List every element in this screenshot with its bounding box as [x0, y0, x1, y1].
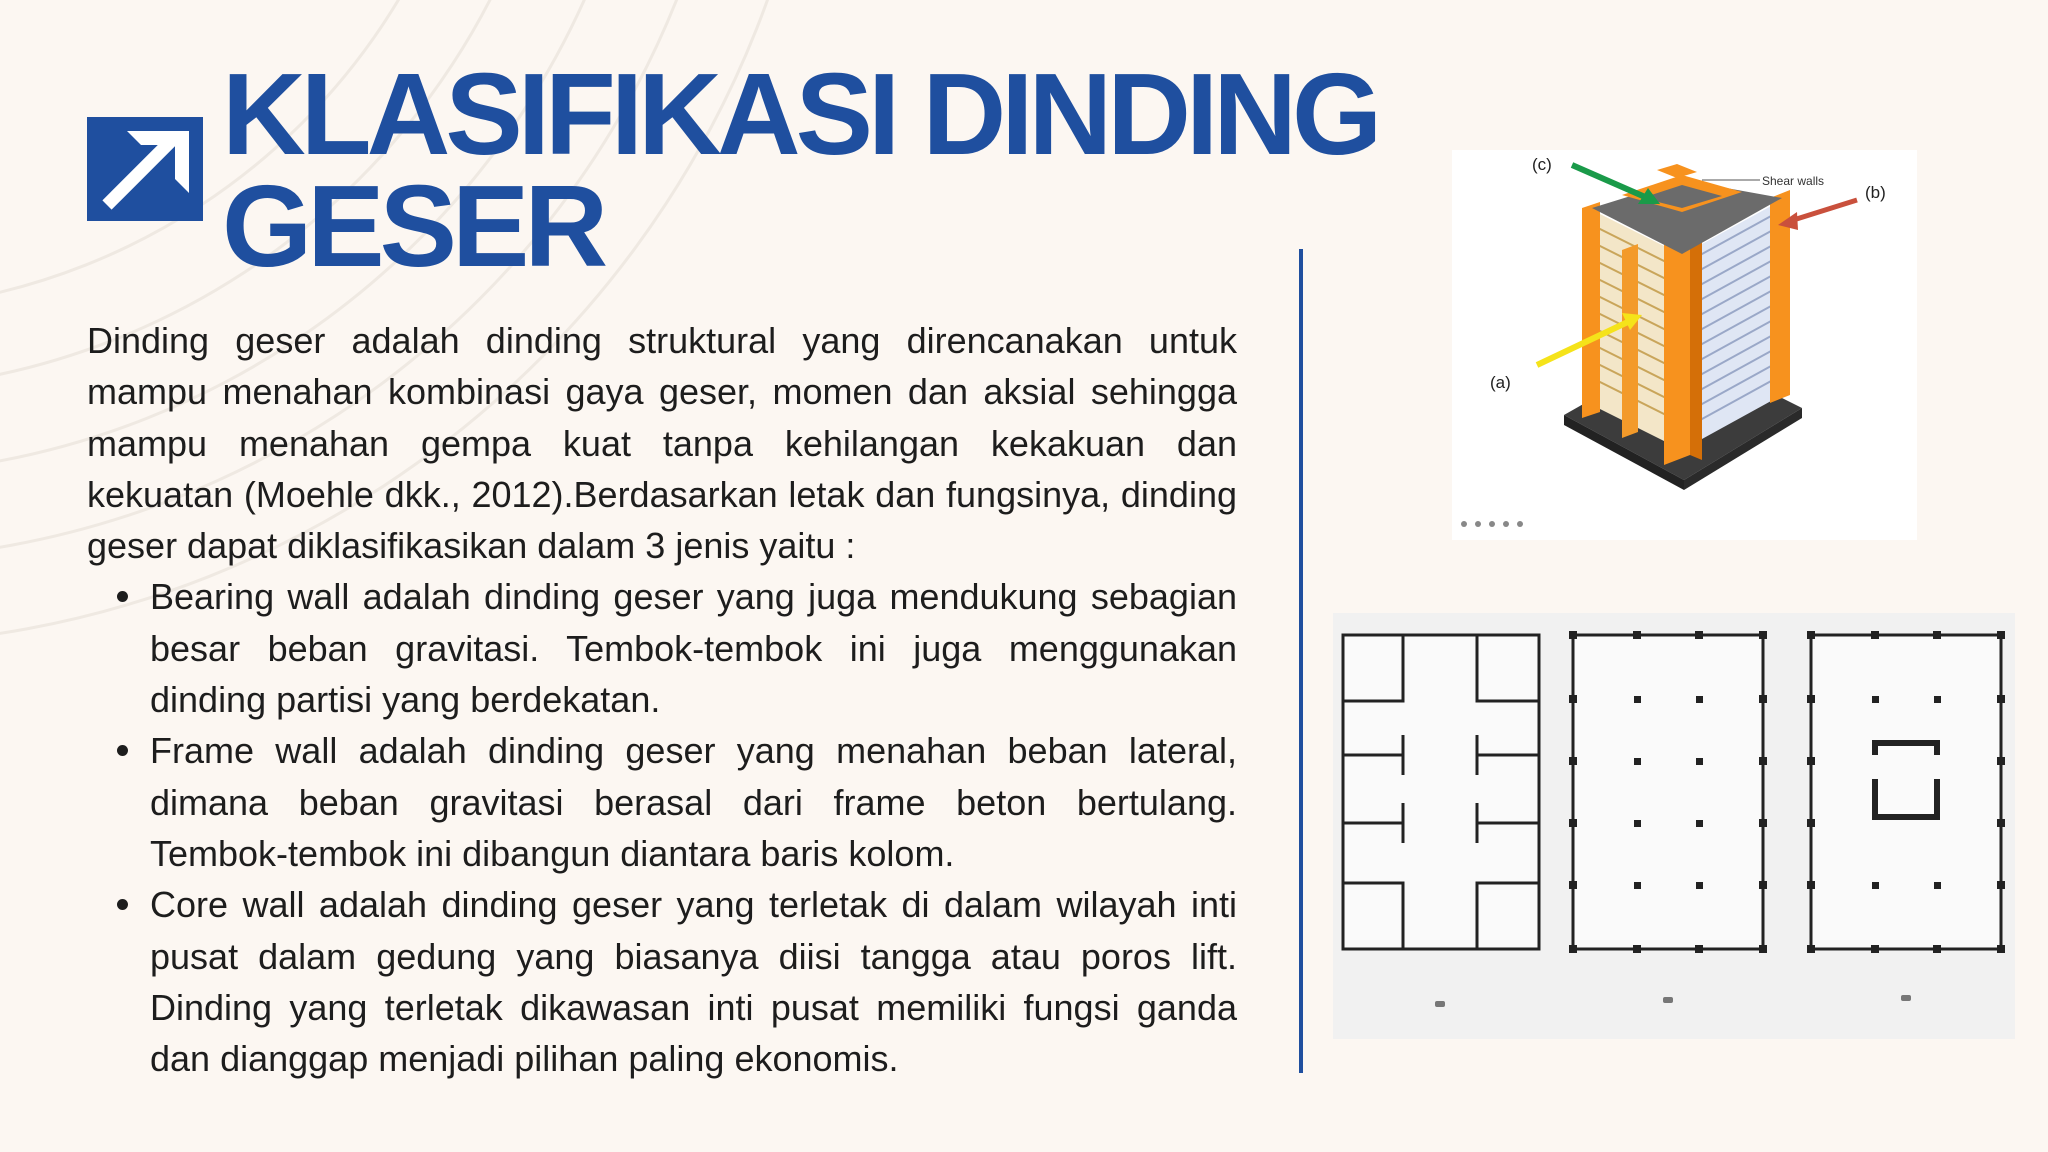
list-item-text: Core wall adalah dinding geser yang terletak di dalam wilayah inti pusat dalam gedung yang biasanya diisi tangga atau poros lift. Dinding yang terletak dikawasan inti pusat memiliki fungsi ganda dan dianggap menjadi pilihan paling ekonomis. [150, 884, 1237, 1080]
vertical-divider [1299, 249, 1303, 1073]
bullet-dot [117, 591, 128, 602]
bullet-dot [117, 899, 128, 910]
list-item-text: Frame wall adalah dinding geser yang menahan beban lateral, dimana beban gravitasi berasal dari frame beton bertulang. Tembok-tembok ini dibangun diantara baris kolom. [150, 730, 1237, 874]
label-c: (c) [1532, 155, 1552, 174]
floor-plan-figure [1333, 613, 2015, 1039]
building-shear-wall-figure [1452, 150, 1917, 540]
title-line-1: KLASIFIKASI DINDING [222, 49, 1378, 179]
list-item [150, 571, 1237, 725]
shear-wall-center [1664, 230, 1690, 465]
label-b: (b) [1865, 183, 1886, 202]
title-line-2: GESER [222, 161, 604, 291]
shear-wall-left [1582, 202, 1600, 418]
plan-bearing-wall [1343, 635, 1539, 949]
label-shear-walls: Shear walls [1762, 174, 1825, 188]
body-text [87, 315, 1237, 1084]
label-a: (a) [1490, 373, 1511, 392]
plan-frame-wall [1569, 631, 1767, 953]
arrow-up-right-icon [87, 117, 203, 221]
plan-core-wall [1807, 631, 2005, 953]
list-item [150, 879, 1237, 1084]
bullet-list [87, 571, 1237, 1084]
list-item [150, 725, 1237, 879]
list-item-text: Bearing wall adalah dinding geser yang juga mendukung sebagian besar beban gravitasi. Tembok-tembok ini juga menggunakan dinding partisi yang berdekatan. [150, 576, 1237, 721]
page-title [222, 49, 1378, 291]
bullet-dot [117, 745, 128, 756]
intro-paragraph: Dinding geser adalah dinding struktural yang direncanakan untuk mampu menahan kombinasi gaya geser, momen dan aksial sehingga mampu menahan gempa kuat tanpa kehilangan kekakuan dan kekuatan (Moehle dkk., 2012).Berdasarkan letak dan fungsinya, dinding geser dapat diklasifikasikan dalam 3 jenis yaitu : [87, 320, 1237, 567]
